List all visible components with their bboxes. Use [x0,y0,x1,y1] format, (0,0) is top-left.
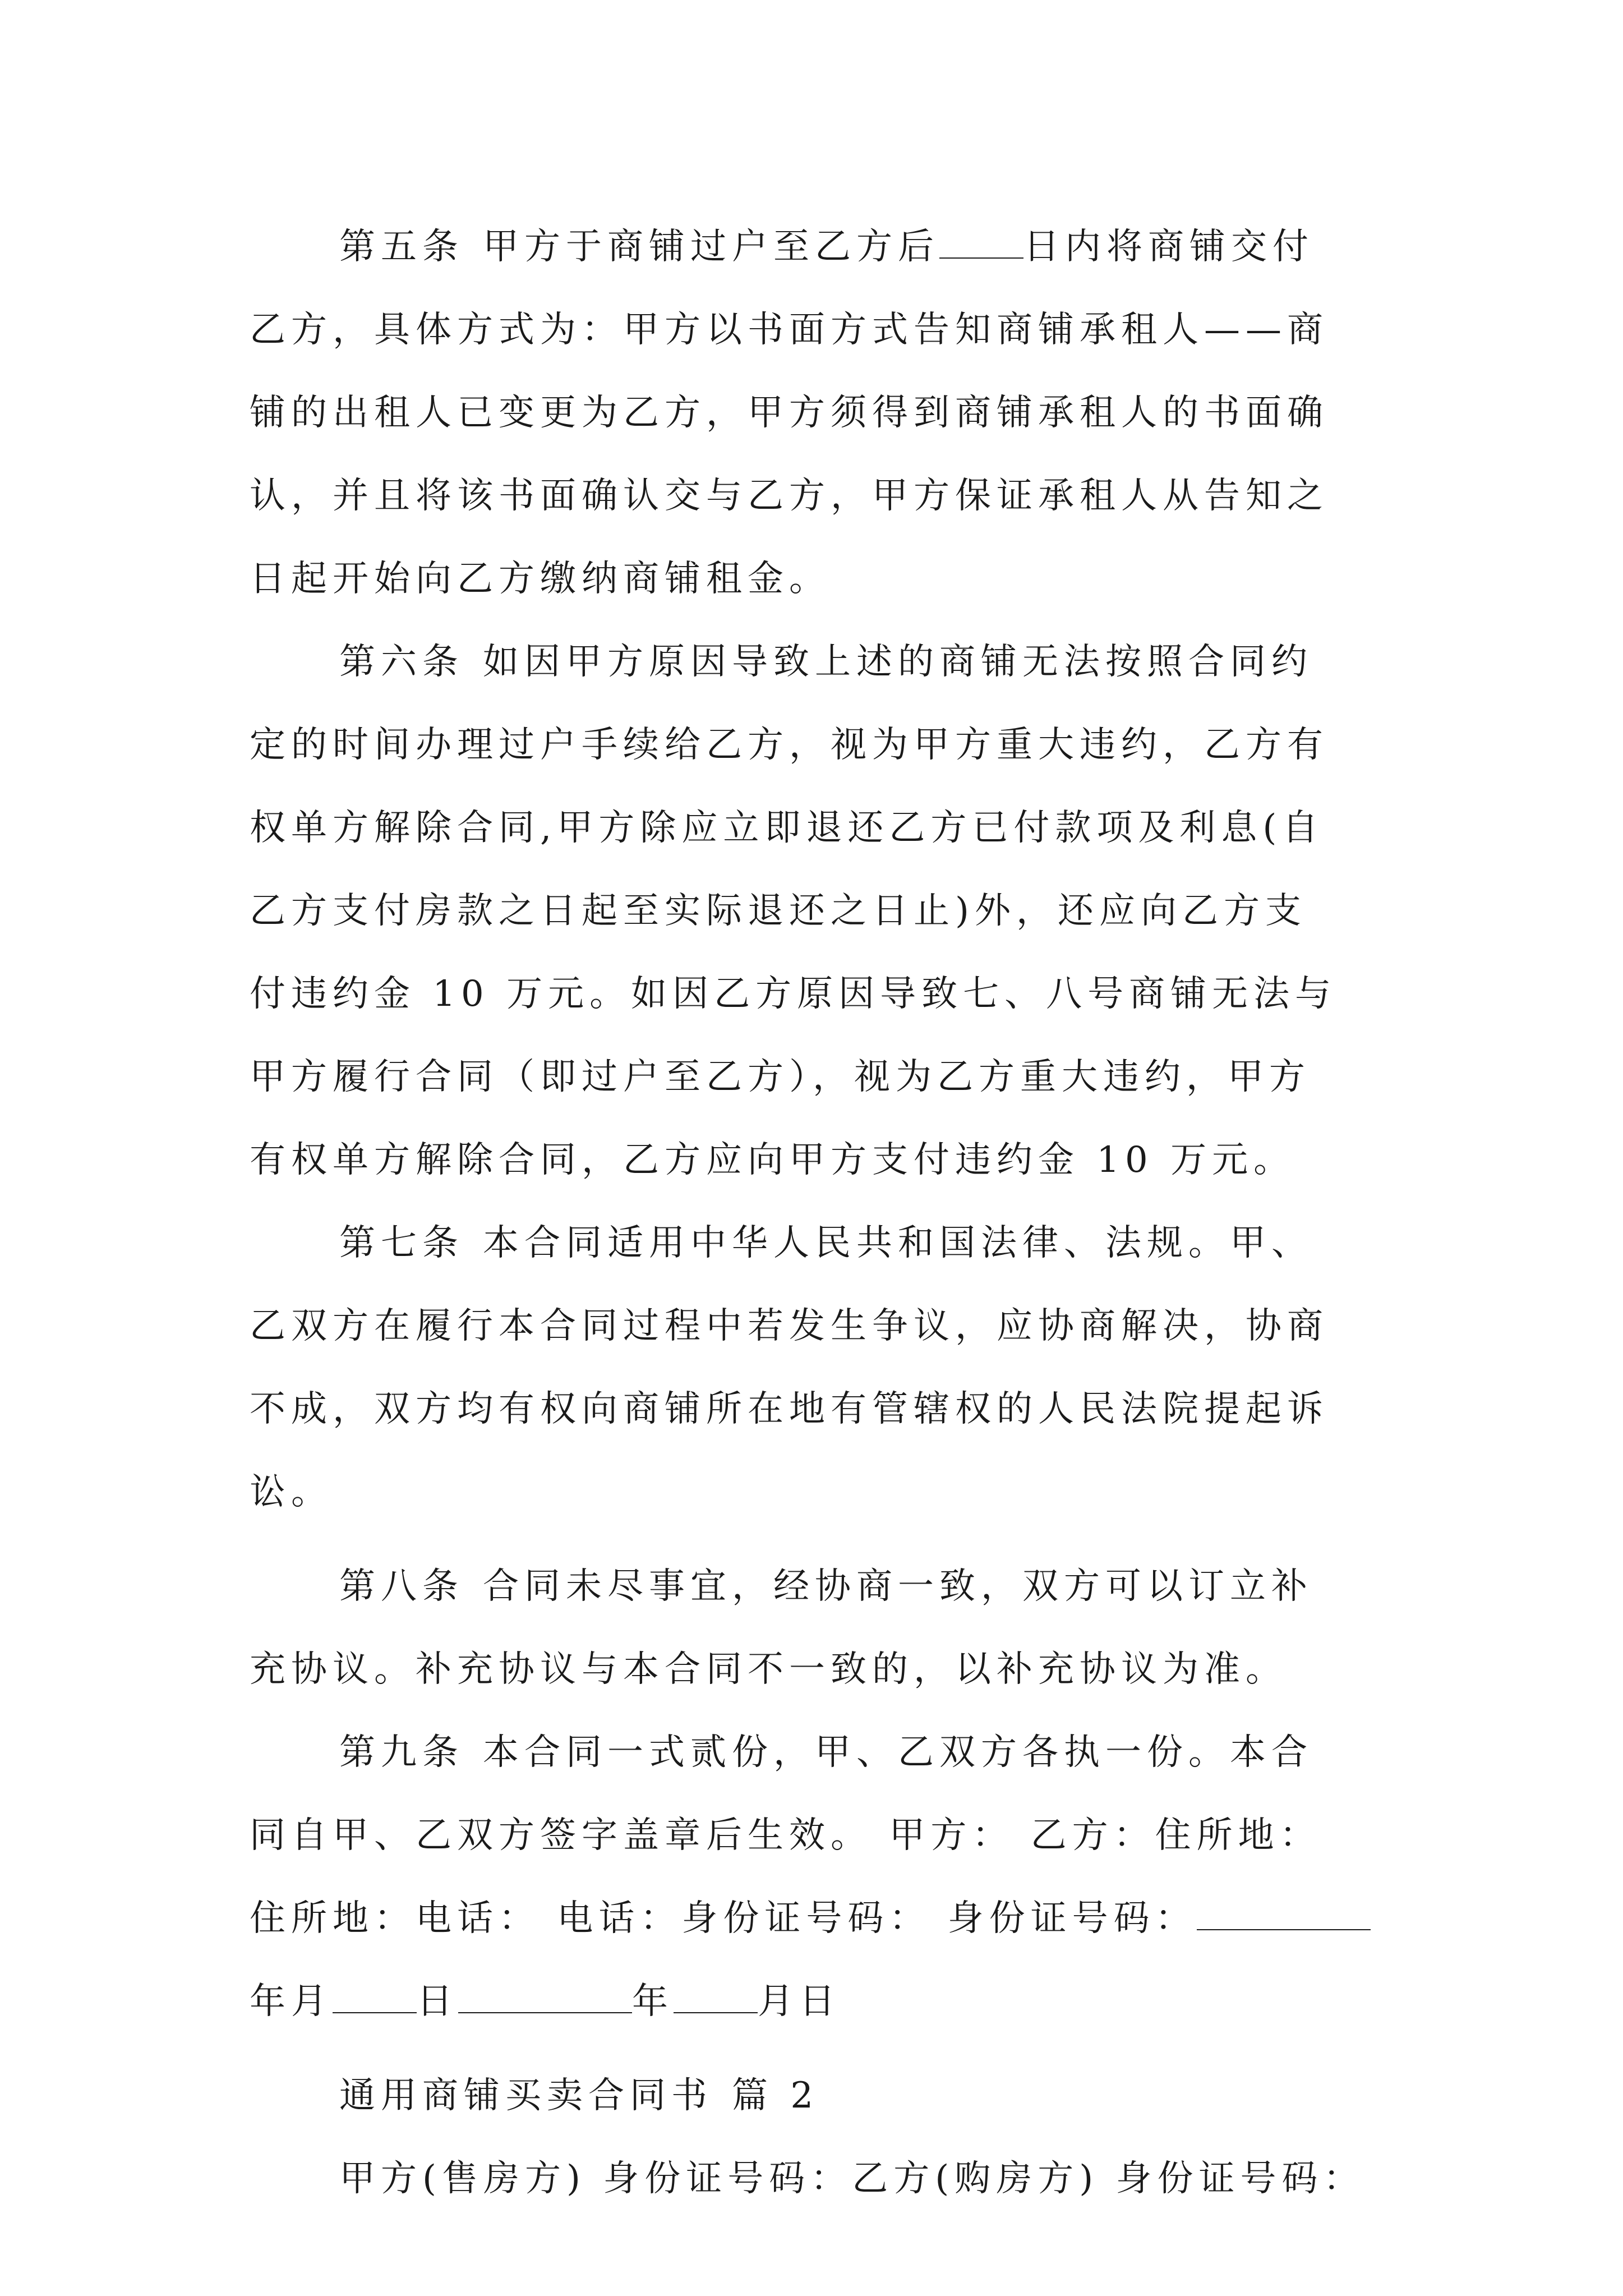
blank-month [674,1973,758,2013]
article-7-line-2: 乙双方在履行本合同过程中若发生争议，应协商解决，协商 [250,1305,1329,1347]
article-9-line-4: 年月 日 年 月日 [250,1967,1388,2050]
blank-day-a [333,1973,417,2013]
article-7-line-3: 不成，双方均有权向商铺所在地有管辖权的人民法院提起诉 [250,1388,1329,1430]
article-6-line-6: 甲方履行合同（即过户至乙方），视为乙方重大违约，甲方 [250,1056,1311,1098]
article-6-line-5: 付违约金 10 万元。如因乙方原因导致七、八号商铺无法与 [250,973,1337,1015]
article-5-line-4: 认，并且将该书面确认交与乙方，甲方保证承租人从告知之 [250,475,1329,517]
article-6-line-3: 权单方解除合同,甲方除应立即退还乙方已付款项及利息(自 [250,807,1324,849]
article-5-line-2: 乙方，具体方式为：甲方以书面方式告知商铺承租人——商 [250,309,1329,351]
article-8-number: 第八条 [339,1566,464,1607]
article-9-line-1: 第九条 本合同一式贰份，甲、乙双方各执一份。本合 [339,1732,1313,1773]
article-5-line-5: 日起开始向乙方缴纳商铺租金。 [250,558,831,600]
article-7-line-1: 第七条 本合同适用中华人民共和国法律、法规。甲、 [339,1222,1313,1264]
article-6-line-1: 第六条 如因甲方原因导致上述的商铺无法按照合同约 [339,641,1313,683]
blank-days [939,218,1023,259]
article-5-number: 第五条 [339,226,464,268]
section-2-label: 篇 2 [732,2075,819,2116]
section-2-parties: 甲方(售房方) 身份证号码：乙方(购房方) 身份证号码： [339,2158,1365,2200]
article-8-line-1: 第八条 合同未尽事宜，经协商一致，双方可以订立补 [339,1566,1313,1607]
article-8-line-2: 充协议。补充协议与本合同不一致的，以补充协议为准。 [250,1649,1287,1690]
article-9-line-2: 同自甲、乙双方签字盖章后生效。 甲方： 乙方：住所地： [250,1815,1321,1856]
article-5-line-1: 第五条 甲方于商铺过户至乙方后 日内将商铺交付 [250,212,1388,295]
article-7-line-4: 讼。 [250,1471,333,1513]
article-5-line-3: 铺的出租人已变更为乙方，甲方须得到商铺承租人的书面确 [250,392,1329,434]
article-6-line-2: 定的时间办理过户手续给乙方，视为甲方重大违约，乙方有 [250,724,1329,766]
article-9-line-3: 住所地：电话： 电话：身份证号码： 身份证号码： [250,1884,1388,1967]
blank-id-number [1197,1890,1371,1930]
blank-year [458,1973,632,2013]
article-6-line-4: 乙方支付房款之日起至实际退还之日止)外，还应向乙方支 [250,890,1307,932]
article-6-line-7: 有权单方解除合同，乙方应向甲方支付违约金 10 万元。 [250,1139,1295,1181]
article-7-number: 第七条 [339,1222,464,1264]
section-2-heading [250,2061,1388,2144]
article-6-number: 第六条 [339,641,464,683]
article-9-number: 第九条 [339,1732,464,1773]
section-2-title: 通用商铺买卖合同书 [339,2075,713,2116]
document-page [250,212,1388,2227]
